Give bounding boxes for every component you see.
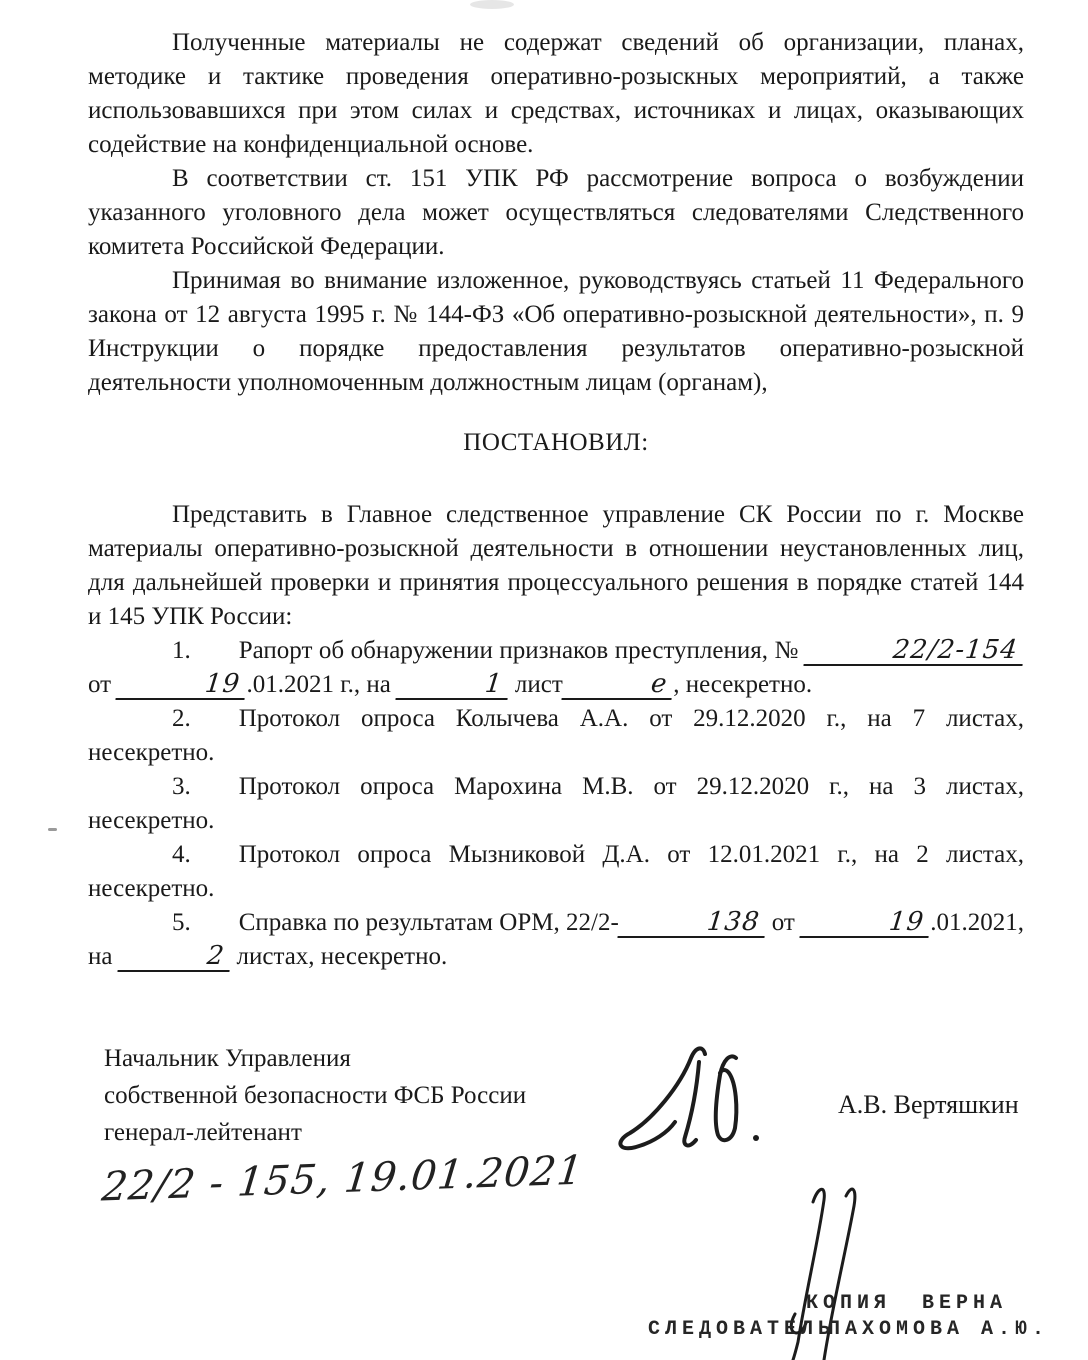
handwritten-entry: е <box>561 670 675 700</box>
item-text: Протокол опроса Марохина М.В. от 29.12.2020 г., на 3 листах, несекретно. <box>88 773 1024 834</box>
list-item-5 <box>88 906 1024 974</box>
handwritten-entry: 19 <box>800 908 932 938</box>
signatory-title-line: собственной безопасности ФСБ России <box>104 1082 527 1109</box>
resolution-heading: ПОСТАНОВИЛ: <box>463 429 649 456</box>
chief-signature-scribble <box>608 1042 788 1167</box>
handwritten-entry: 1 <box>396 670 511 700</box>
item-text: , несекретно. <box>673 671 813 698</box>
handwritten-entry: 138 <box>617 908 767 938</box>
signatory-title-line: Начальник Управления <box>104 1045 351 1072</box>
handwritten-entry: 19 <box>116 670 248 700</box>
list-item-2 <box>88 702 1024 770</box>
handwritten-reference: 22/2 - 155, 19.01.2021 <box>99 1147 586 1211</box>
paragraph-materials: Полученные материалы не содержат сведений об организации, планах, методике и тактике проведения оперативно-розыскных мероприятий, а также использовавшихся при этом силах и средствах, источниках и лицах, оказывающих содействие на конфиденциальной основе. <box>88 29 1024 158</box>
stamp-investigator-name: ПАХОМОВА А.Ю. <box>828 1318 1050 1341</box>
list-item-4 <box>88 838 1024 906</box>
list-item-3 <box>88 770 1024 838</box>
stamp-copy-verna: КОПИЯ ВЕРНА <box>806 1292 1008 1315</box>
signatory-title-line: генерал-лейтенант <box>104 1119 302 1146</box>
signatory-title-block <box>104 1040 526 1151</box>
item-text: Протокол опроса Мызниковой Д.А. от 12.01.2021 г., на 2 листах, несекретно. <box>88 841 1024 902</box>
resolution-intro: Представить в Главное следственное управление СК России по г. Москве материалы оперативно-розыскной деятельности в отношении неустановленных лиц, для дальнейшей проверки и принятия процессуального решения в порядке статей 144 и 145 УПК России: <box>88 501 1024 630</box>
list-item-1 <box>88 634 1024 702</box>
item-text: листах, несекретно. <box>230 943 448 970</box>
paragraph-legal-basis: Принимая во внимание изложенное, руководствуясь статьей 11 Федерального закона от 12 августа 1995 г. № 144-ФЗ «Об оперативно-розыскной деятельности», п. 9 Инструкции о порядке предоставления результатов оперативно-розыскной деятельности уполномоченным должностным лицам (органам), <box>88 267 1024 396</box>
scan-artifact <box>48 828 57 831</box>
stamp-investigator-label: СЛЕДОВАТЕЛЬ <box>648 1318 836 1341</box>
handwritten-entry: 22/2-154 <box>804 636 1026 666</box>
item-text: .01.2021 г., на <box>246 671 398 698</box>
item-number: 4. <box>172 841 191 868</box>
signatory-name: А.В. Вертяшкин <box>838 1090 1019 1119</box>
handwritten-entry: 2 <box>117 942 232 972</box>
item-text: Справка по результатам ОРМ, 22/2- <box>238 909 619 936</box>
item-number: 1. <box>172 637 191 664</box>
paragraph-upk-151: В соответствии ст. 151 УПК РФ рассмотрение вопроса о возбуждении указанного уголовного дела может осуществляться следователями Следственного комитета Российской Федерации. <box>88 165 1024 260</box>
item-text: .01.2021, на <box>88 909 1024 970</box>
item-text: от <box>88 671 118 698</box>
item-number: 2. <box>172 705 191 732</box>
item-number: 5. <box>172 909 191 936</box>
item-text: Протокол опроса Колычева А.А. от 29.12.2020 г., на 7 листах, несекретно. <box>88 705 1024 766</box>
item-text: лист <box>508 671 563 698</box>
item-number: 3. <box>172 773 191 800</box>
item-text: от <box>765 909 802 936</box>
scan-artifact <box>470 0 514 9</box>
item-text: Рапорт об обнаружении признаков преступления, № <box>238 637 806 664</box>
